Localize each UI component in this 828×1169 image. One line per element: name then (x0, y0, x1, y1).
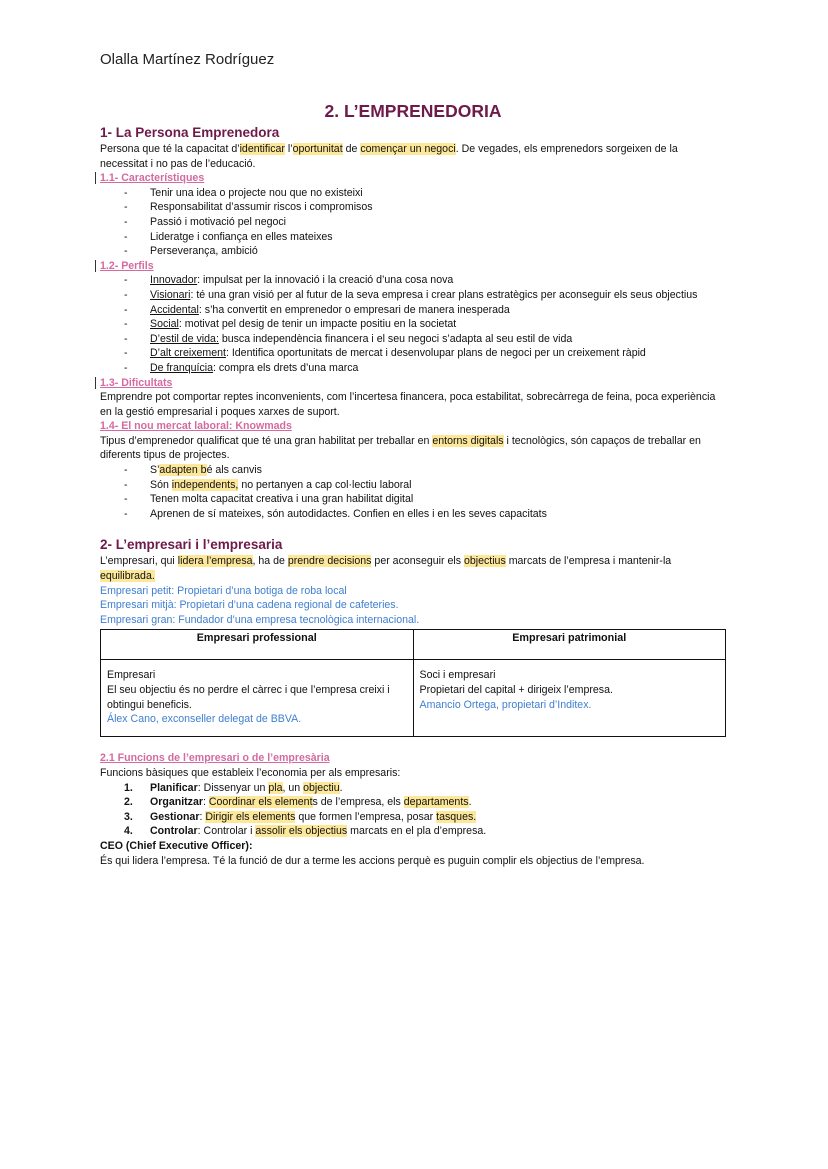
perfils-list (100, 273, 726, 375)
funcions-list (100, 781, 726, 839)
ceo-text: És qui lidera l’empresa. Té la funció de dur a terme les accions perquè es puguin complir els objectius de l’empresa. (100, 854, 645, 867)
dificultats-heading: 1.3- Dificultats (100, 376, 726, 391)
list-item: 2. Organitzar: Coordinar els elements de l’empresa, els departaments. (124, 796, 472, 809)
knowmads-heading: 1.4- El nou mercat laboral: Knowmads (100, 420, 292, 433)
list-item: - Tenir una idea o projecte nou que no existeixi (124, 186, 726, 201)
list-item: - Social: motivat pel desig de tenir un impacte positiu en la societat (124, 317, 726, 332)
document-body (100, 100, 726, 868)
knowmads-text: Tipus d’emprenedor qualificat que té una gran habilitat per treballar en entorns digitals i tecnològics, són capaços de treballar en diferents tipus de projectes. (100, 434, 701, 462)
list-item: - Innovador: impulsat per la innovació i la creació d’una cosa nova (124, 273, 726, 288)
list-item: 3. Gestionar: Dirigir els elements que formen l’empresa, posar tasques. (124, 810, 477, 823)
text-cursor (95, 260, 96, 272)
empresari-table (100, 629, 726, 737)
list-item: 4. Controlar: Controlar i assolir els objectius marcats en el pla d’empresa. (124, 825, 487, 838)
list-item: - D’alt creixement: Identifica oportunitats de mercat i desenvolupar plans de negoci per un creixement ràpid (124, 346, 726, 361)
list-item: - Lideratge i confiança en elles mateixes (124, 230, 726, 245)
page-title: 2. L’EMPRENEDORIA (324, 101, 502, 121)
list-item: - Són independents, no pertanyen a cap col·lectiu laboral (124, 478, 726, 493)
text-cursor (95, 172, 96, 184)
example-large: Empresari gran: Fundador d’una empresa tecnològica internacional. (100, 613, 420, 626)
list-item: - Accidental: s’ha convertit en emprenedor o empresari de manera inesperada (124, 303, 726, 318)
table-cell: Empresari El seu objectiu és no perdre el càrrec i que l’empresa creixi i obtingui beneficis. Álex Cano, exconseller delegat de BBVA. (101, 660, 414, 737)
list-item: - Tenen molta capacitat creativa i una gran habilitat digital (124, 492, 726, 507)
list-item: - Responsabilitat d’assumir riscos i compromisos (124, 200, 726, 215)
dificultats-text: Emprendre pot comportar reptes inconvenients, com l’incertesa financera, poca estabilitat, sobrecàrrega de feina, poca experiència en la gestió empresarial i poques xarxes de suport. (100, 391, 716, 418)
text-cursor (95, 377, 96, 389)
list-item: - Aprenen de sí mateixes, són autodidactes. Confien en elles i en les seves capacitats (124, 507, 726, 522)
ceo-heading: CEO (Chief Executive Officer): (100, 839, 253, 852)
caracteristiques-heading: 1.1- Característiques (100, 171, 726, 186)
list-item: - De franquícia: compra els drets d’una marca (124, 361, 726, 376)
list-item: - Perseverança, ambició (124, 244, 726, 259)
section2-intro: L’empresari, qui lidera l’empresa, ha de prendre decisions per aconseguir els objectius marcats de l’empresa i mantenir-la equilibrada. (100, 555, 672, 583)
funcions-intro: Funcions bàsiques que estableix l’economia per als empresaris: (100, 767, 401, 779)
example-medium: Empresari mitjà: Propietari d’una cadena regional de cafeteries. (100, 599, 399, 612)
knowmads-list (100, 463, 726, 521)
example-small: Empresari petit: Propietari d’una botiga de roba local (100, 584, 347, 597)
section1-heading: 1- La Persona Emprenedora (100, 125, 280, 140)
list-item: - Passió i motivació pel negoci (124, 215, 726, 230)
funcions-heading: 2.1 Funcions de l’empresari o de l’empresària (100, 752, 330, 765)
section2-heading: 2- L’empresari i l’empresaria (100, 537, 283, 553)
author-name: Olalla Martínez Rodríguez (100, 51, 275, 68)
list-item: - S’adapten bé als canvis (124, 463, 726, 478)
table-header: Empresari professional (101, 630, 414, 660)
list-item: - D’estil de vida: busca independència financera i el seu negoci s’adapta al seu estil de vida (124, 332, 726, 347)
perfils-heading: 1.2- Perfils (100, 259, 726, 274)
list-item: - Visionari: té una gran visió per al futur de la seva empresa i crear plans estratègics per aconseguir els seus objectius (124, 288, 726, 303)
section1-intro: Persona que té la capacitat d’identificar l’oportunitat de començar un negoci. De vegades, els emprenedors sorgeixen de la necessitat i no pas de l’educació. (100, 143, 678, 170)
table-cell: Soci i empresari Propietari del capital + dirigeix l’empresa. Amancio Ortega, propietari d’Inditex. (413, 660, 726, 737)
list-item: 1. Planificar: Dissenyar un pla, un objectiu. (124, 781, 343, 794)
table-header: Empresari patrimonial (413, 630, 726, 660)
caracteristiques-list (100, 186, 726, 259)
